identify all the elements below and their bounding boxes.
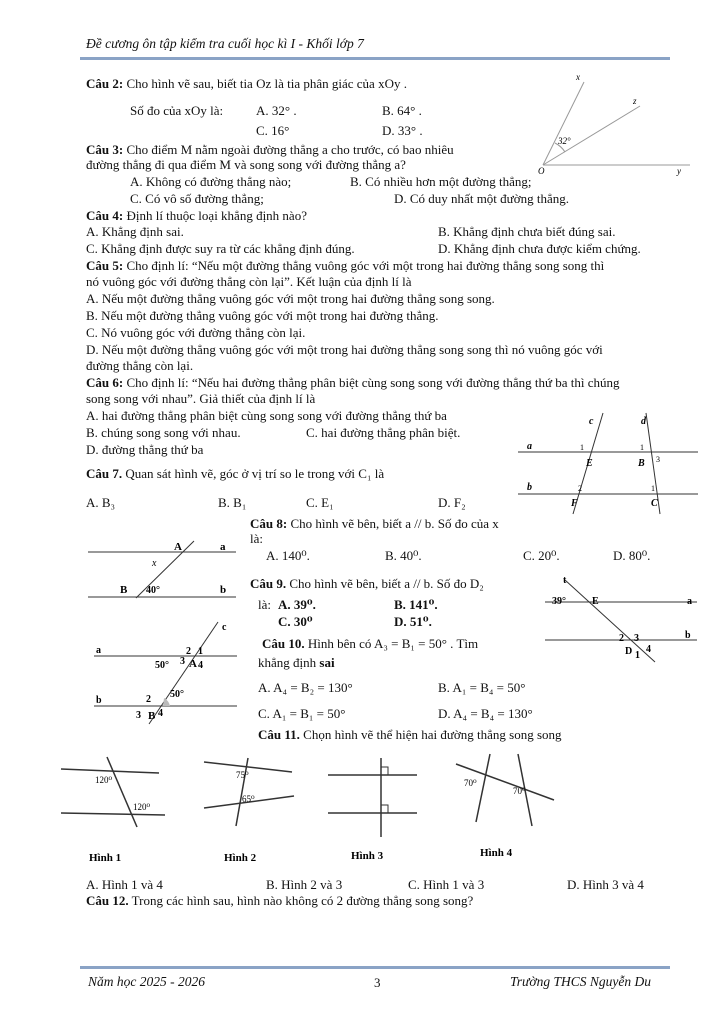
q6-option-c: C. hai đường thẳng phân biệt. bbox=[306, 425, 461, 440]
q7-option-c: C. E₁ bbox=[306, 495, 334, 510]
q8-fig-label-x: x bbox=[152, 558, 157, 569]
q8-fig-label-a: a bbox=[220, 541, 226, 553]
q8-option-d: D. 80⁰. bbox=[613, 548, 651, 563]
q9-fig-n3: 3 bbox=[634, 633, 639, 644]
q7-fig-label-f: F bbox=[571, 498, 578, 509]
footer-page-number: 3 bbox=[374, 975, 381, 990]
q11-fig1-caption: Hình 1 bbox=[89, 852, 122, 864]
q3-question-line2: đường thẳng đi qua điểm M và song song với đường thẳng a? bbox=[86, 157, 406, 172]
q6-question-line2: song song với nhau”. Giả thiết của định lí là bbox=[86, 391, 316, 406]
q11-question: Câu 11. Chọn hình vẽ thể hiện hai đường thẳng song song bbox=[258, 727, 562, 742]
q10-fig-label-a: a bbox=[96, 645, 101, 656]
q10-fig-label-b-point: B bbox=[148, 710, 156, 722]
q7-fig-label-b: b bbox=[527, 482, 532, 493]
q4-option-a: A. Khẳng định sai. bbox=[86, 224, 184, 239]
q10-fig-a3: 3 bbox=[180, 656, 185, 667]
q7-fig-f2: 2 bbox=[578, 484, 582, 493]
q5-option-d-line2: đường thẳng còn lại. bbox=[86, 358, 194, 373]
q10-fig-angle-b: 50° bbox=[170, 689, 184, 700]
q9-question: Câu 9. Cho hình vẽ bên, biết a // b. Số đo D₂ bbox=[250, 576, 484, 591]
q3-option-d: D. Có duy nhất một đường thẳng. bbox=[394, 191, 569, 206]
q2-option-c: C. 16° bbox=[256, 123, 290, 138]
q7-fig-label-b-point: B bbox=[638, 458, 645, 469]
q7-fig-c1: 1 bbox=[651, 484, 655, 493]
q9-fig-n2: 2 bbox=[619, 633, 624, 644]
q2-fig-label-x: x bbox=[576, 72, 580, 82]
q11-fig4-caption: Hình 4 bbox=[480, 847, 513, 859]
q3-question-line1: Câu 3: Cho điểm M nằm ngoài đường thẳng a cho trước, có bao nhiêu bbox=[86, 142, 454, 157]
q10-fig-a2: 2 bbox=[186, 646, 191, 657]
q2-question: Câu 2: Cho hình vẽ sau, biết tia Oz là tia phân giác của xOy . bbox=[86, 76, 407, 91]
q10-question-line2: khẳng định sai bbox=[258, 655, 335, 670]
q9-option-a: A. 39⁰. bbox=[278, 597, 316, 612]
q11-fig2-caption: Hình 2 bbox=[224, 852, 257, 864]
q3-option-c: C. Có vô số đường thẳng; bbox=[130, 191, 264, 206]
q9-fig-label-a: a bbox=[687, 596, 692, 607]
q5-option-a: A. Nếu một đường thẳng vuông góc với một trong hai đường thẳng song song. bbox=[86, 291, 495, 306]
q9-fig-label-t: t bbox=[563, 575, 567, 586]
q8-option-b: B. 40⁰. bbox=[385, 548, 422, 563]
q4-option-d: D. Khẳng định chưa được kiểm chứng. bbox=[438, 241, 641, 256]
q9-fig-label-b: b bbox=[685, 630, 691, 641]
q8-question-line2: là: bbox=[250, 531, 263, 546]
q2-fig-angle: 32° bbox=[558, 136, 571, 146]
q10-fig-b2: 2 bbox=[146, 694, 151, 705]
q7-fig-label-c-point: C bbox=[651, 498, 658, 509]
q9-fig-angle: 39° bbox=[552, 596, 566, 607]
q10-option-a: A. A₄ = B₂ = 130° bbox=[258, 680, 353, 695]
q9-fig-n1: 1 bbox=[635, 650, 640, 661]
q11-fig4-angle2: 70⁰ bbox=[513, 786, 526, 796]
q9-fig-label-e: E bbox=[592, 596, 599, 607]
q11-option-d: D. Hình 3 và 4 bbox=[567, 877, 644, 892]
q10-figure bbox=[92, 618, 252, 726]
q6-option-a: A. hai đường thẳng phân biệt cùng song song với đường thẳng thứ ba bbox=[86, 408, 447, 423]
q9-fig-label-d: D bbox=[625, 646, 633, 657]
q11-fig2-angle2: 65⁰ bbox=[242, 794, 255, 804]
q11-option-c: C. Hình 1 và 3 bbox=[408, 877, 485, 892]
q2-ask: Số đo của xOy là: bbox=[130, 103, 224, 118]
q8-fig-label-b-point: B bbox=[120, 584, 128, 596]
q9-lead: là: bbox=[258, 597, 271, 612]
q3-option-a: A. Không có đường thẳng nào; bbox=[130, 174, 292, 189]
q11-figure-3 bbox=[325, 755, 425, 865]
q7-fig-e1: 1 bbox=[580, 443, 584, 452]
q8-figure bbox=[86, 535, 246, 610]
q2-option-b: B. 64° . bbox=[382, 103, 422, 118]
q11-option-b: B. Hình 2 và 3 bbox=[266, 877, 343, 892]
q7-option-a: A. B₃ bbox=[86, 495, 116, 510]
q7-parallel-figure bbox=[518, 410, 700, 515]
q5-question-line1: Câu 5: Cho định lí: “Nếu một đường thẳng vuông góc với một trong hai đường thẳng song song thì bbox=[86, 258, 605, 273]
page-header-title: Đề cương ôn tập kiểm tra cuối học kì I - Khối lớp 7 bbox=[86, 36, 364, 51]
q9-option-b: B. 141⁰. bbox=[394, 597, 438, 612]
q10-fig-a1: 1 bbox=[198, 646, 203, 657]
footer-year: Năm học 2025 - 2026 bbox=[88, 974, 205, 989]
header-rule bbox=[80, 57, 670, 60]
q9-option-d: D. 51⁰. bbox=[394, 614, 432, 629]
q7-option-d: D. F₂ bbox=[438, 495, 466, 510]
q10-fig-label-b: b bbox=[96, 695, 102, 706]
q11-fig2-angle1: 75⁰ bbox=[236, 770, 249, 780]
q11-fig1-angle2: 120⁰ bbox=[133, 802, 151, 812]
q10-fig-b3: 3 bbox=[136, 710, 141, 721]
q11-figure-4 bbox=[450, 752, 565, 860]
q4-option-b: B. Khẳng định chưa biết đúng sai. bbox=[438, 224, 616, 239]
q5-option-d-line1: D. Nếu một đường thẳng vuông góc với một trong hai đường thẳng song song thì nó vuông góc với bbox=[86, 342, 603, 357]
q4-option-c: C. Khẳng định được suy ra từ các khẳng định đúng. bbox=[86, 241, 355, 256]
footer-school: Trường THCS Nguyễn Du bbox=[510, 974, 651, 989]
q6-question-line1: Câu 6: Cho định lí: “Nếu hai đường thẳng phân biệt cùng song song với đường thẳng thứ ba thì chúng bbox=[86, 375, 620, 390]
q10-fig-label-c: c bbox=[222, 622, 227, 633]
q10-fig-label-a-point: A bbox=[189, 658, 197, 670]
q8-option-c: C. 20⁰. bbox=[523, 548, 560, 563]
q11-fig4-angle1: 70⁰ bbox=[464, 778, 477, 788]
q8-option-a: A. 140⁰. bbox=[266, 548, 310, 563]
q11-figure-2 bbox=[200, 752, 300, 865]
q10-option-b: B. A₁ = B₄ = 50° bbox=[438, 680, 526, 695]
q2-fig-label-z: z bbox=[633, 96, 637, 106]
q8-fig-angle: 40° bbox=[146, 585, 160, 596]
q10-fig-b4: 4 bbox=[158, 708, 163, 719]
q12-question: Câu 12. Trong các hình sau, hình nào không có 2 đường thẳng song song? bbox=[86, 893, 474, 908]
q10-fig-angle-a: 50° bbox=[155, 660, 169, 671]
q2-option-a: A. 32° . bbox=[256, 103, 297, 118]
q4-question: Câu 4: Định lí thuộc loại khẳng định nào? bbox=[86, 208, 307, 223]
q11-option-a: A. Hình 1 và 4 bbox=[86, 877, 163, 892]
q11-fig3-caption: Hình 3 bbox=[351, 850, 384, 862]
q11-fig1-angle1: 120⁰ bbox=[95, 775, 113, 785]
q7-fig-label-e: E bbox=[586, 458, 593, 469]
q7-option-b: B. B₁ bbox=[218, 495, 247, 510]
q8-fig-label-b: b bbox=[220, 584, 227, 596]
q3-option-b: B. Có nhiều hơn một đường thẳng; bbox=[350, 174, 532, 189]
q8-question-line1: Câu 8: Cho hình vẽ bên, biết a // b. Số đo của x bbox=[250, 516, 499, 531]
q7-fig-label-c: c bbox=[589, 416, 594, 427]
q9-option-c: C. 30⁰ bbox=[278, 614, 313, 629]
q7-fig-b3: 3 bbox=[656, 455, 660, 464]
q6-option-b: B. chúng song song với nhau. bbox=[86, 425, 241, 440]
q7-fig-b1: 1 bbox=[640, 443, 644, 452]
q2-fig-label-y: y bbox=[677, 166, 681, 176]
q8-fig-label-a-point: A bbox=[174, 541, 182, 553]
q10-option-c: C. A₁ = B₁ = 50° bbox=[258, 706, 346, 721]
q10-option-d: D. A₄ = B₄ = 130° bbox=[438, 706, 533, 721]
q7-question: Câu 7. Quan sát hình vẽ, góc ở vị trí so le trong với C₁ là bbox=[86, 466, 385, 481]
q7-fig-label-a: a bbox=[527, 441, 532, 452]
q2-fig-label-o: O bbox=[538, 166, 545, 176]
q5-question-line2: nó vuông góc với đường thẳng còn lại”. Kết luận của định lí là bbox=[86, 274, 412, 289]
q2-option-d: D. 33° . bbox=[382, 123, 423, 138]
q9-figure bbox=[545, 574, 700, 664]
q11-figure-1 bbox=[55, 755, 170, 865]
q6-option-d: D. đường thẳng thứ ba bbox=[86, 442, 204, 457]
footer-rule bbox=[80, 966, 670, 969]
q10-question: Câu 10. Hình bên có A₃ = B₁ = 50° . Tìm bbox=[262, 636, 479, 651]
q5-option-b: B. Nếu một đường thẳng vuông góc với một trong hai đường thẳng. bbox=[86, 308, 439, 323]
q5-option-c: C. Nó vuông góc với đường thẳng còn lại. bbox=[86, 325, 306, 340]
q9-fig-n4: 4 bbox=[646, 644, 651, 655]
q10-fig-a4: 4 bbox=[198, 660, 203, 671]
q7-fig-label-d: d bbox=[641, 416, 646, 427]
q2-angle-figure bbox=[520, 70, 700, 185]
